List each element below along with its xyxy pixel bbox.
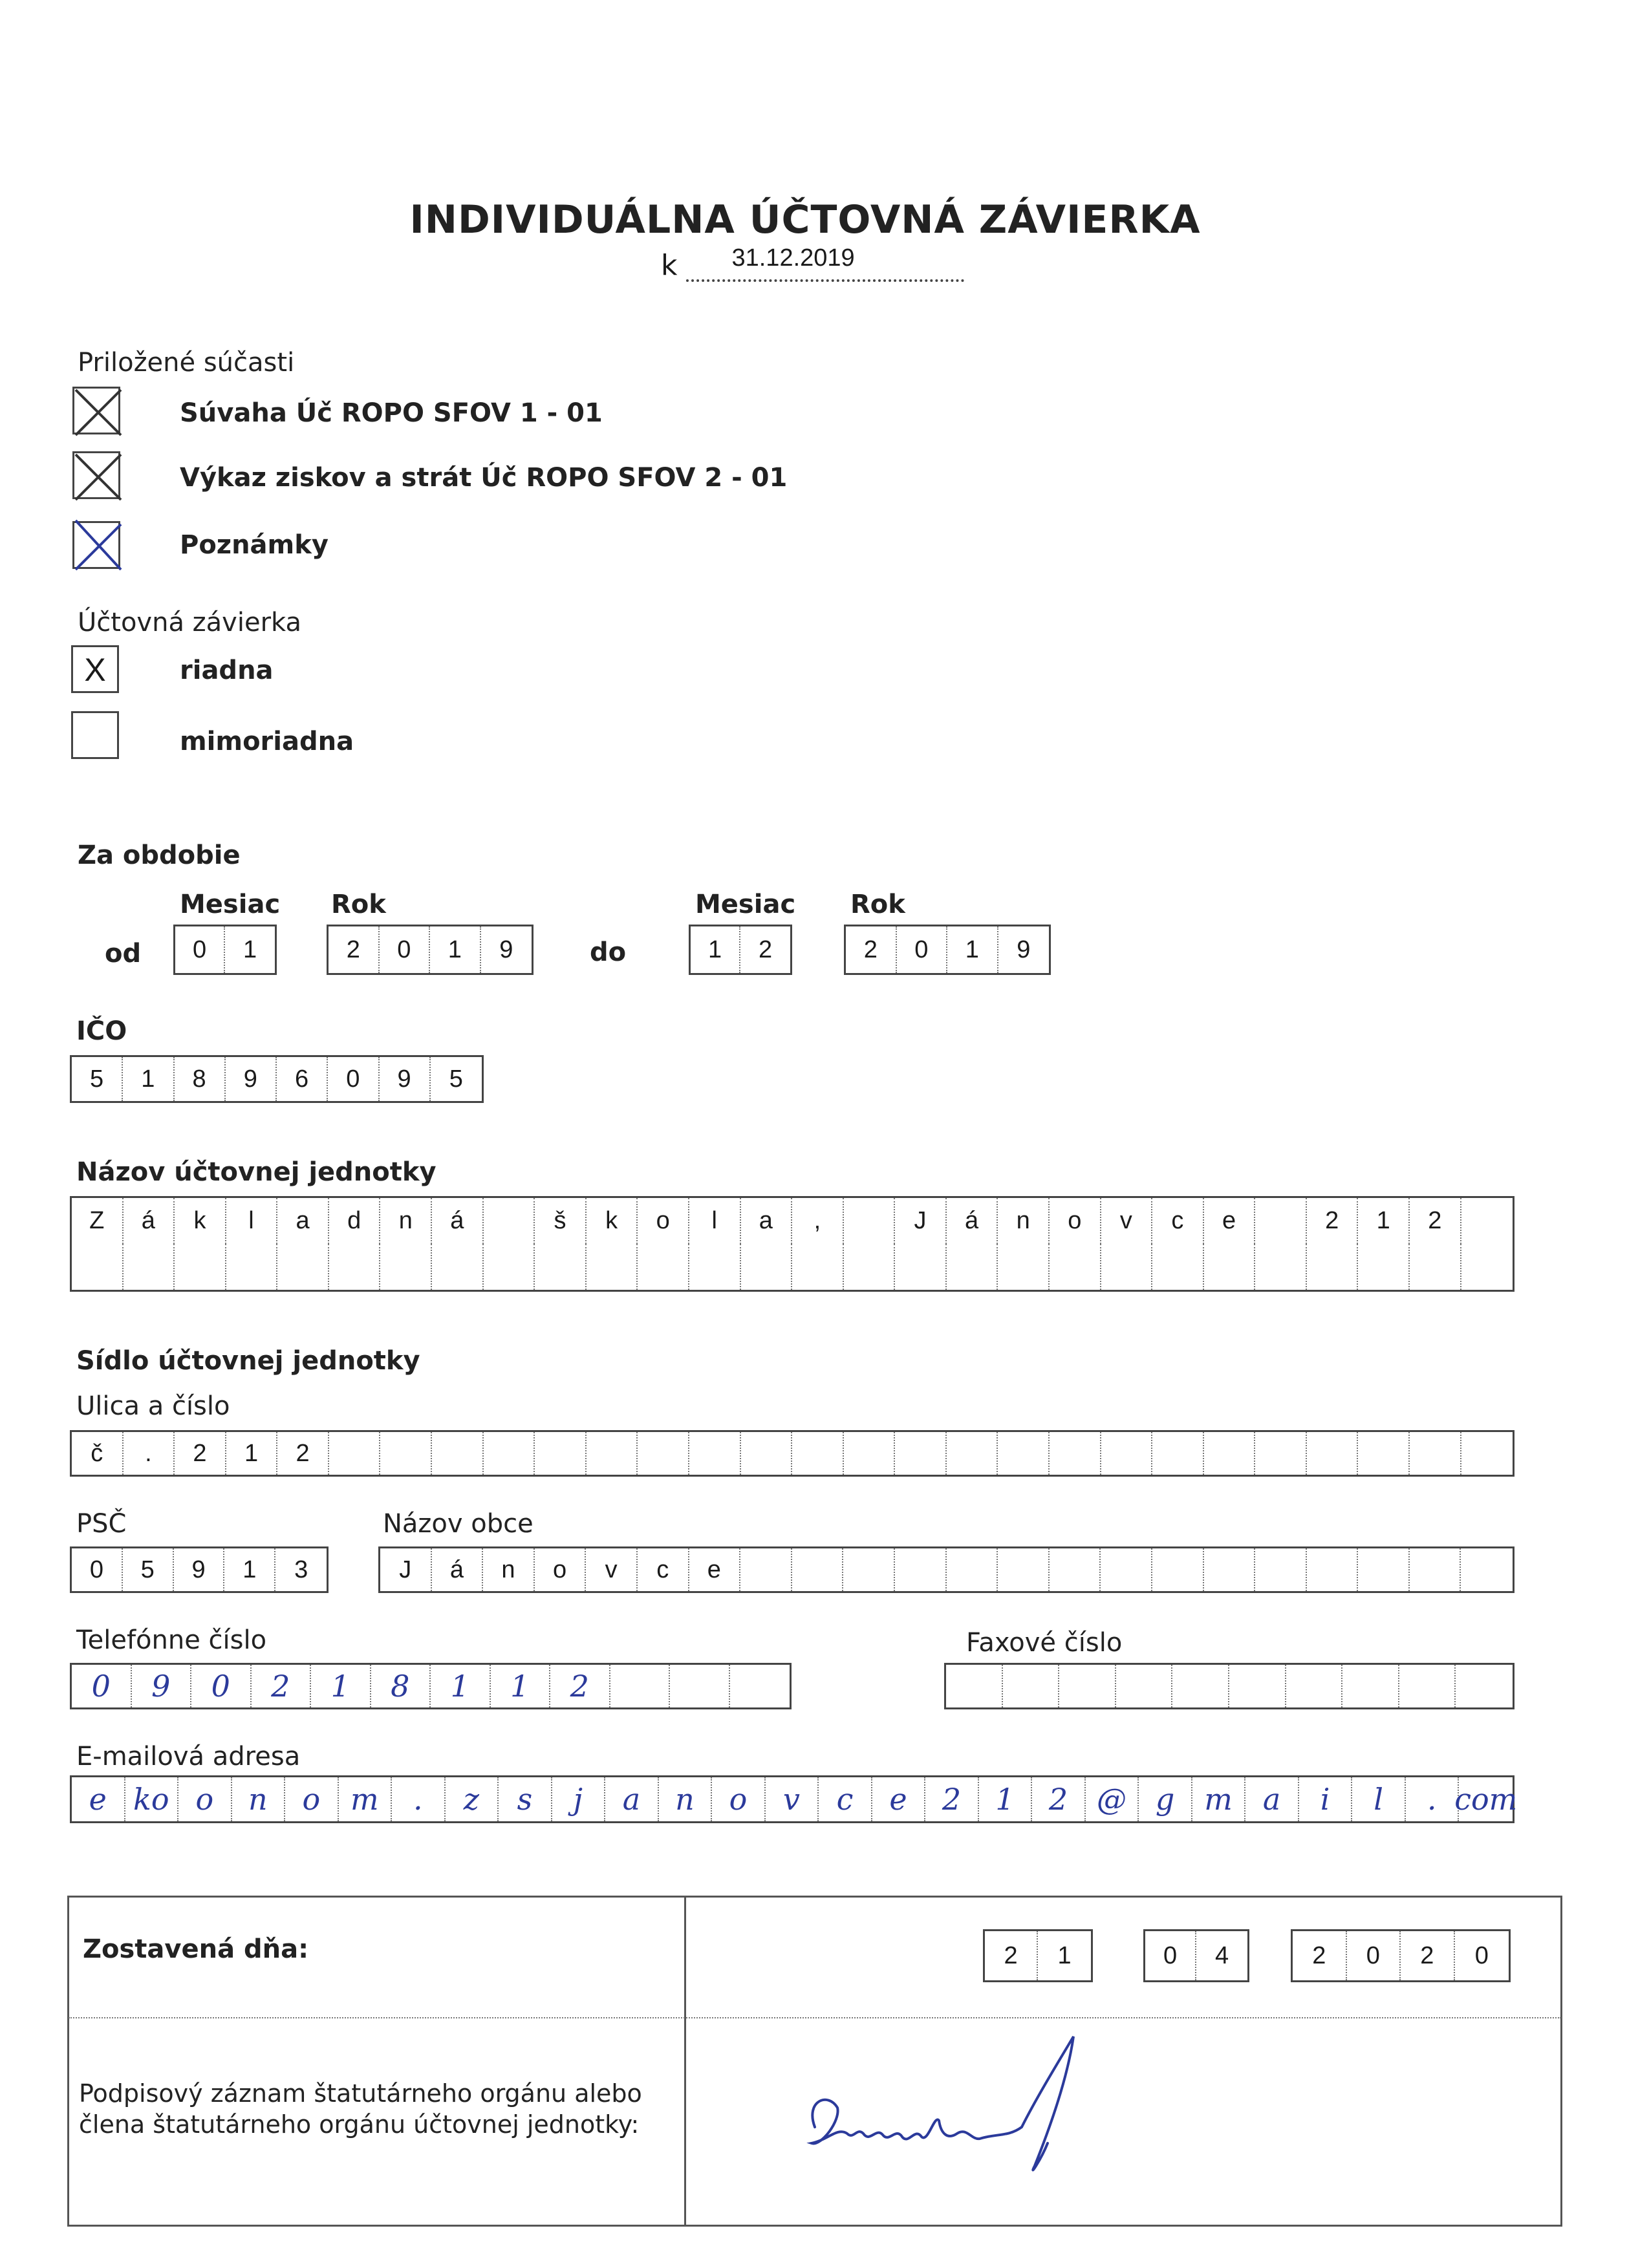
char-cell: e [1204, 1198, 1256, 1244]
digit-cell: 4 [1214, 1942, 1229, 1969]
entity-name-row-2[interactable] [70, 1244, 1514, 1292]
regular-label: riadna [180, 656, 274, 685]
char-cell: e [872, 1777, 926, 1821]
char-cell: 5 [72, 1057, 123, 1101]
char-cell: 9 [132, 1665, 192, 1707]
char-cell [1101, 1548, 1152, 1591]
char-cell [535, 1432, 587, 1475]
digit-cell: 9 [499, 936, 513, 963]
char-cell: l [689, 1198, 741, 1244]
digit-cell: 9 [1017, 936, 1031, 963]
char-cell: J [380, 1548, 432, 1591]
char-cell [741, 1244, 793, 1290]
char-cell [1116, 1665, 1173, 1707]
zip-field[interactable] [70, 1546, 329, 1593]
char-cell [638, 1432, 689, 1475]
char-cell [998, 1432, 1050, 1475]
char-cell [226, 1244, 278, 1290]
char-cell: e [72, 1777, 125, 1821]
char-cell [670, 1665, 730, 1707]
char-cell [484, 1432, 535, 1475]
from-year-label: Rok [331, 890, 386, 919]
char-cell: a [1245, 1777, 1299, 1821]
char-cell: 2 [175, 1432, 226, 1475]
char-cell: 1 [431, 1665, 491, 1707]
period-heading: Za obdobie [78, 840, 241, 870]
char-cell [1050, 1244, 1101, 1290]
char-cell [1204, 1548, 1256, 1591]
char-cell: i [1299, 1777, 1353, 1821]
digit-cell: 1 [691, 926, 740, 973]
char-cell [947, 1548, 998, 1591]
entity-name-row-1[interactable] [70, 1196, 1514, 1245]
char-cell: 2 [1032, 1777, 1086, 1821]
char-cell: á [124, 1198, 175, 1244]
char-cell [895, 1548, 947, 1591]
street-field[interactable] [70, 1430, 1514, 1477]
digit-cell: 2 [1293, 1931, 1347, 1980]
char-cell [124, 1244, 175, 1290]
char-cell [998, 1244, 1050, 1290]
char-cell [1461, 1244, 1513, 1290]
email-field[interactable] [70, 1775, 1518, 1823]
attachment-label-notes: Poznámky [180, 530, 329, 560]
char-cell [947, 1432, 998, 1475]
char-cell: š [535, 1198, 587, 1244]
char-cell: 1 [224, 1548, 275, 1591]
char-cell [1307, 1244, 1359, 1290]
char-cell [730, 1665, 790, 1707]
char-cell [484, 1198, 535, 1244]
char-cell [844, 1198, 896, 1244]
from-month-label: Mesiac [180, 890, 281, 919]
char-cell [1255, 1548, 1307, 1591]
digit-cell: 2 [846, 926, 897, 973]
char-cell: č [72, 1432, 124, 1475]
char-cell [998, 1548, 1050, 1591]
digit-cell: 0 [897, 926, 948, 973]
char-cell [1255, 1244, 1307, 1290]
char-cell: 0 [191, 1665, 252, 1707]
char-cell: 2 [1307, 1198, 1359, 1244]
char-cell [689, 1244, 741, 1290]
from-year-field[interactable] [327, 925, 534, 975]
char-cell: 5 [449, 1065, 463, 1093]
char-cell: 2 [277, 1432, 329, 1475]
char-cell [1050, 1432, 1101, 1475]
char-cell: á [432, 1198, 484, 1244]
handwritten-signature [802, 2030, 1086, 2185]
char-cell: 8 [175, 1057, 226, 1101]
char-cell: . [124, 1432, 175, 1475]
char-cell: o [285, 1777, 339, 1821]
attachment-label-balance: Súvaha Úč ROPO SFOV 1 - 01 [180, 398, 603, 428]
digit-cell: 1 [430, 926, 481, 973]
char-cell: j [552, 1777, 606, 1821]
compiled-year-field[interactable] [1291, 1929, 1511, 1982]
extraordinary-checkbox[interactable] [71, 711, 119, 759]
char-cell: v [1101, 1198, 1153, 1244]
attachment-checkbox-notes[interactable] [72, 521, 120, 569]
char-cell [740, 1548, 792, 1591]
char-cell [843, 1548, 895, 1591]
char-cell: com [1454, 1782, 1518, 1817]
char-cell: ko [125, 1777, 179, 1821]
closing-date [661, 244, 964, 282]
to-year-field[interactable] [844, 925, 1051, 975]
char-cell: , [792, 1198, 844, 1244]
digit-cell: 0 [175, 926, 225, 973]
char-cell [792, 1432, 844, 1475]
char-cell: 1 [123, 1057, 174, 1101]
char-cell: 1 [311, 1665, 371, 1707]
digit-cell: 0 [1145, 1931, 1196, 1980]
char-cell: c [819, 1777, 872, 1821]
char-cell: c [1152, 1198, 1204, 1244]
city-field[interactable] [378, 1546, 1514, 1593]
char-cell [895, 1244, 947, 1290]
char-cell: o [535, 1548, 587, 1591]
char-cell [1204, 1432, 1256, 1475]
char-cell [1255, 1198, 1307, 1244]
signature-label-line-2: člena štatutárneho orgánu účtovnej jednotky: [79, 2110, 640, 2139]
char-cell [1456, 1665, 1513, 1707]
char-cell: n [998, 1198, 1050, 1244]
signature-label [79, 2078, 642, 2140]
char-cell: a [605, 1777, 659, 1821]
table-divider [684, 1896, 686, 2227]
char-cell: g [1139, 1777, 1192, 1821]
char-cell [1461, 1548, 1513, 1591]
from-label: od [105, 939, 142, 968]
char-cell: n [483, 1548, 535, 1591]
char-cell: 9 [226, 1057, 277, 1101]
char-cell [1255, 1432, 1307, 1475]
char-cell [329, 1432, 381, 1475]
fax-label: Faxové číslo [966, 1628, 1123, 1658]
char-cell: 2 [1410, 1198, 1461, 1244]
digit-cell: 1 [1057, 1942, 1072, 1969]
to-label: do [590, 937, 627, 967]
char-cell: a [277, 1198, 329, 1244]
char-cell: k [587, 1198, 638, 1244]
char-cell: 0 [72, 1548, 123, 1591]
phone-field[interactable] [70, 1663, 792, 1709]
date-value: 31.12.2019 [731, 244, 855, 272]
char-cell: a [741, 1198, 793, 1244]
cross-mark-icon [69, 518, 127, 576]
char-cell [1152, 1244, 1204, 1290]
char-cell: 3 [294, 1556, 308, 1583]
char-cell: J [895, 1198, 947, 1244]
char-cell [947, 1244, 998, 1290]
char-cell: 1 [226, 1432, 278, 1475]
closing-type-heading: Účtovná závierka [78, 608, 301, 637]
char-cell [741, 1432, 793, 1475]
digit-cell: 2 [985, 1931, 1038, 1980]
char-cell: n [380, 1198, 432, 1244]
signature-label-line-1: Podpisový záznam štatutárneho orgánu alebo [79, 2079, 642, 2108]
compiled-day-field[interactable] [983, 1929, 1093, 1982]
char-cell [1461, 1432, 1513, 1475]
fax-field[interactable] [944, 1663, 1514, 1709]
char-cell [1003, 1665, 1060, 1707]
char-cell [1410, 1244, 1461, 1290]
char-cell: 1 [979, 1777, 1033, 1821]
char-cell [175, 1244, 226, 1290]
char-cell [1307, 1548, 1359, 1591]
digit-cell: 2 [1401, 1931, 1455, 1980]
char-cell [1101, 1432, 1153, 1475]
street-label: Ulica a číslo [76, 1391, 230, 1421]
cross-mark-icon [69, 383, 127, 442]
char-cell [72, 1244, 124, 1290]
digit-cell: 2 [329, 926, 380, 973]
char-cell [380, 1244, 432, 1290]
attachments-heading: Priložené súčasti [78, 348, 295, 378]
char-cell: l [1352, 1777, 1406, 1821]
city-label: Názov obce [383, 1509, 534, 1539]
zip-label: PSČ [76, 1509, 127, 1539]
char-cell: 1 [491, 1665, 551, 1707]
char-cell: m [339, 1777, 393, 1821]
char-cell [587, 1244, 638, 1290]
entity-name-heading: Názov účtovnej jednotky [76, 1157, 436, 1187]
char-cell [1172, 1665, 1229, 1707]
digit-cell: 0 [1347, 1931, 1401, 1980]
attachment-label-income: Výkaz ziskov a strát Úč ROPO SFOV 2 - 01 [180, 463, 788, 493]
char-cell [689, 1432, 741, 1475]
char-cell [484, 1244, 535, 1290]
char-cell: 9 [174, 1548, 225, 1591]
char-cell [1101, 1244, 1153, 1290]
char-cell: Z [72, 1198, 124, 1244]
attachment-checkbox-income[interactable] [72, 451, 120, 499]
char-cell [610, 1665, 671, 1707]
digit-cell: 1 [947, 926, 998, 973]
char-cell [432, 1244, 484, 1290]
char-cell [277, 1244, 329, 1290]
date-prefix: k [661, 249, 678, 282]
char-cell: v [766, 1777, 819, 1821]
char-cell [792, 1548, 844, 1591]
char-cell [1461, 1198, 1513, 1244]
digit-cell: 2 [758, 936, 773, 963]
char-cell [844, 1432, 896, 1475]
char-cell: á [947, 1198, 998, 1244]
char-cell: m [1192, 1777, 1246, 1821]
char-cell [1059, 1665, 1116, 1707]
extraordinary-label: mimoriadna [180, 727, 354, 756]
char-cell: n [659, 1777, 713, 1821]
ico-field[interactable] [70, 1055, 484, 1103]
char-cell: 1 [1358, 1198, 1410, 1244]
char-cell [1410, 1548, 1461, 1591]
char-cell: 0 [328, 1057, 379, 1101]
char-cell [946, 1665, 1003, 1707]
char-cell: 9 [380, 1057, 431, 1101]
digit-cell: 0 [1474, 1942, 1489, 1969]
to-month-label: Mesiac [695, 890, 796, 919]
char-cell: z [446, 1777, 499, 1821]
compiled-label: Zostavená dňa: [83, 1934, 309, 1964]
char-cell [1152, 1548, 1204, 1591]
char-cell: . [1406, 1777, 1460, 1821]
char-cell: o [712, 1777, 766, 1821]
table-row-divider [69, 2017, 1561, 2018]
seat-heading: Sídlo účtovnej jednotky [76, 1346, 420, 1376]
char-cell [1358, 1244, 1410, 1290]
char-cell [535, 1244, 587, 1290]
char-cell [844, 1244, 896, 1290]
char-cell [1307, 1432, 1359, 1475]
email-label: E-mailová adresa [76, 1742, 301, 1771]
compiled-month-field[interactable] [1143, 1929, 1249, 1982]
char-cell: 6 [277, 1057, 328, 1101]
char-cell [1342, 1665, 1399, 1707]
phone-label: Telefónne číslo [76, 1625, 267, 1655]
to-month-field[interactable] [689, 925, 792, 975]
regular-checkbox[interactable]: X [71, 645, 119, 693]
char-cell: . [392, 1777, 446, 1821]
char-cell [432, 1432, 484, 1475]
char-cell: 2 [550, 1665, 610, 1707]
char-cell [380, 1432, 432, 1475]
char-cell: o [638, 1198, 689, 1244]
char-cell: @ [1086, 1777, 1139, 1821]
from-month-field[interactable] [173, 925, 277, 975]
char-cell [587, 1432, 638, 1475]
char-cell: 0 [72, 1665, 132, 1707]
attachment-checkbox-balance[interactable] [72, 387, 120, 434]
char-cell [1358, 1432, 1410, 1475]
char-cell: d [329, 1198, 381, 1244]
char-cell: l [226, 1198, 278, 1244]
char-cell [1204, 1244, 1256, 1290]
char-cell [1050, 1548, 1101, 1591]
char-cell [792, 1244, 844, 1290]
char-cell [1286, 1665, 1343, 1707]
char-cell [638, 1244, 689, 1290]
char-cell: 5 [123, 1548, 174, 1591]
digit-cell: 1 [242, 936, 257, 963]
document-title: INDIVIDUÁLNA ÚČTOVNÁ ZÁVIERKA [409, 197, 1201, 242]
to-year-label: Rok [850, 890, 905, 919]
char-cell: e [689, 1548, 741, 1591]
cross-mark-icon [69, 448, 127, 506]
char-cell: k [175, 1198, 226, 1244]
char-cell: o [178, 1777, 232, 1821]
char-cell: c [638, 1548, 689, 1591]
char-cell [1358, 1548, 1410, 1591]
char-cell [329, 1244, 381, 1290]
char-cell [1152, 1432, 1204, 1475]
char-cell: 2 [925, 1777, 979, 1821]
char-cell: v [586, 1548, 638, 1591]
digit-cell: 0 [380, 926, 431, 973]
char-cell: 2 [252, 1665, 312, 1707]
char-cell [895, 1432, 947, 1475]
char-cell [1229, 1665, 1286, 1707]
char-cell: á [432, 1548, 484, 1591]
char-cell: n [232, 1777, 286, 1821]
char-cell: s [499, 1777, 552, 1821]
char-cell: 8 [371, 1665, 431, 1707]
char-cell [1410, 1432, 1461, 1475]
ico-heading: IČO [76, 1016, 127, 1046]
char-cell: o [1050, 1198, 1101, 1244]
char-cell [1399, 1665, 1456, 1707]
